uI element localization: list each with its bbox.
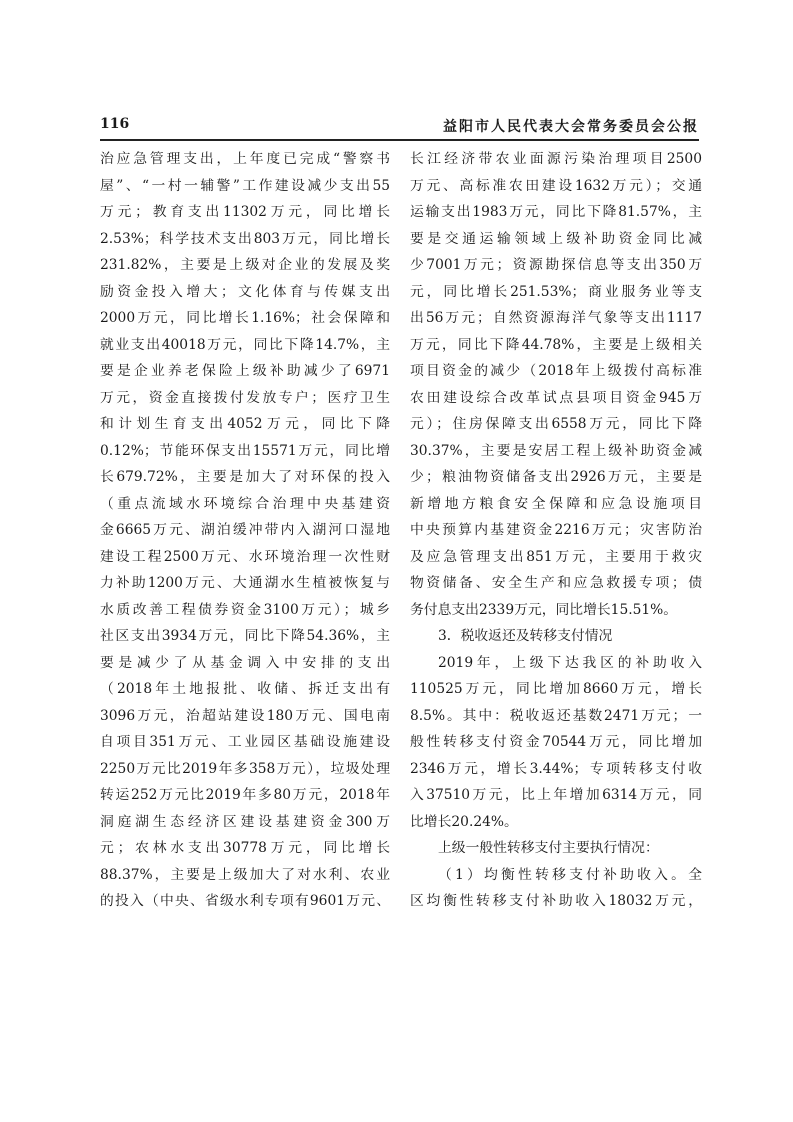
text-line: 区均衡性转移支付补助收入18032万元， bbox=[410, 893, 702, 909]
text-line: 3096万元，治超站建设180万元、国电南 bbox=[100, 707, 390, 724]
text-line: 中央预算内基建资金2216万元；灾害防治 bbox=[410, 522, 702, 538]
text-line: 自项目351万元、工业园区基础设施建设 bbox=[100, 734, 390, 750]
text-line: 的投入（中央、省级水利专项有9601万元、 bbox=[100, 893, 390, 909]
text-line: 万元，同比下降44.78%，主要是上级相关 bbox=[410, 336, 702, 353]
text-line: 长679.72%，主要是加大了对环保的投入 bbox=[100, 469, 390, 485]
text-line: 治应急管理支出，上年度已完成“警察书 bbox=[100, 151, 390, 167]
right-column bbox=[410, 146, 702, 915]
text-line: 少7001万元；资源勘探信息等支出350万 bbox=[410, 257, 702, 273]
text-line: 社区支出3934万元，同比下降54.36%，主 bbox=[100, 628, 390, 644]
text-line: 万元，资金直接拨付发放专户；医疗卫生 bbox=[100, 389, 390, 406]
text-line: 元，同比增长251.53%；商业服务业等支 bbox=[410, 283, 702, 300]
text-line: 2.53%；科学技术支出803万元，同比增长 bbox=[100, 230, 390, 247]
text-line: 2250万元比2019年多358万元），垃圾处理 bbox=[100, 760, 390, 777]
page-header bbox=[100, 116, 699, 138]
text-line: 2019年，上级下达我区的补助收入 bbox=[438, 654, 702, 671]
text-line: 励资金投入增大；文化体育与传媒支出 bbox=[100, 283, 390, 300]
text-line: 要是企业养老保险上级补助减少了6971 bbox=[100, 363, 390, 379]
text-line: 0.12%；节能环保支出15571万元，同比增 bbox=[100, 442, 390, 459]
header-rule bbox=[100, 139, 699, 141]
text-line: 万元、高标准农田建设1632万元）；交通 bbox=[410, 177, 702, 194]
left-column bbox=[100, 146, 390, 915]
text-line: 元）；住房保障支出6558万元，同比下降 bbox=[410, 416, 702, 432]
text-line: 231.82%，主要是上级对企业的发展及奖 bbox=[100, 257, 390, 273]
text-line: 就业支出40018万元，同比下降14.7%，主 bbox=[100, 336, 390, 353]
text-line: 8.5%。其中：税收返还基数2471万元；一 bbox=[410, 707, 702, 724]
journal-title: 益阳市人民代表大会常务委员会公报 bbox=[443, 119, 699, 135]
text-line: 少；粮油物资储备支出2926万元，主要是 bbox=[410, 469, 702, 485]
text-line: 力补助1200万元、大通湖水生植被恢复与 bbox=[100, 575, 390, 591]
text-line: 屋”、“一村一辅警”工作建设减少支出55 bbox=[100, 177, 390, 194]
text-line: （重点流域水环境综合治理中央基建资 bbox=[100, 495, 390, 512]
text-line: （1）均衡性转移支付补助收入。全 bbox=[438, 866, 702, 883]
text-line: 110525万元，同比增加8660万元，增长 bbox=[410, 681, 702, 697]
text-line: 长江经济带农业面源污染治理项目2500 bbox=[410, 151, 702, 167]
text-line: 金6665万元、湖泊缓冲带内入湖河口湿地 bbox=[100, 522, 390, 538]
text-line: 运输支出1983万元，同比下降81.57%，主 bbox=[410, 204, 702, 220]
text-line: 2346万元，增长3.44%；专项转移支付收 bbox=[410, 760, 702, 777]
text-line: 项目资金的减少（2018年上级拨付高标准 bbox=[410, 363, 702, 379]
text-line: 建设工程2500万元、水环境治理一次性财 bbox=[100, 548, 390, 565]
text-line: 入37510万元，比上年增加6314万元，同 bbox=[410, 787, 702, 803]
text-line: 88.37%，主要是上级加大了对水利、农业 bbox=[100, 866, 390, 883]
text-line: 水质改善工程债券资金3100万元）；城乡 bbox=[100, 601, 390, 618]
text-line: 要是交通运输领域上级补助资金同比减 bbox=[410, 230, 702, 247]
text-line: 万元；教育支出11302万元，同比增长 bbox=[100, 204, 390, 220]
text-line: 出56万元；自然资源海洋气象等支出1117 bbox=[410, 310, 702, 326]
section-heading: 3．税收返还及转移支付情况 bbox=[438, 628, 613, 644]
text-line: 新增地方粮食安全保障和应急设施项目 bbox=[410, 495, 702, 512]
text-line: 般性转移支付资金70544万元，同比增加 bbox=[410, 734, 702, 750]
text-line: 和计划生育支出4052万元，同比下降 bbox=[100, 416, 390, 432]
text-line: 洞庭湖生态经济区建设基建资金300万 bbox=[100, 813, 390, 830]
text-line: 物资储备、安全生产和应急救援专项；债 bbox=[410, 575, 702, 591]
text-line: （2018年土地报批、收储、拆迁支出有 bbox=[100, 681, 390, 697]
text-line: 及应急管理支出851万元，主要用于救灾 bbox=[410, 548, 702, 565]
text-line: 比增长20.24%。 bbox=[410, 813, 518, 830]
text-line: 要是减少了从基金调入中安排的支出 bbox=[100, 654, 390, 671]
text-line: 务付息支出2339万元，同比增长15.51%。 bbox=[410, 601, 678, 618]
text-line: 2000万元，同比增长1.16%；社会保障和 bbox=[100, 310, 390, 326]
paragraph-intro: 上级一般性转移支付主要执行情况： bbox=[438, 840, 659, 856]
text-line: 转运252万元比2019年多80万元，2018年 bbox=[100, 787, 390, 803]
text-line: 元；农林水支出30778万元，同比增长 bbox=[100, 840, 390, 856]
page-number: 116 bbox=[100, 116, 130, 132]
text-line: 农田建设综合改革试点县项目资金945万 bbox=[410, 389, 702, 406]
text-line: 30.37%，主要是安居工程上级补助资金减 bbox=[410, 442, 702, 459]
